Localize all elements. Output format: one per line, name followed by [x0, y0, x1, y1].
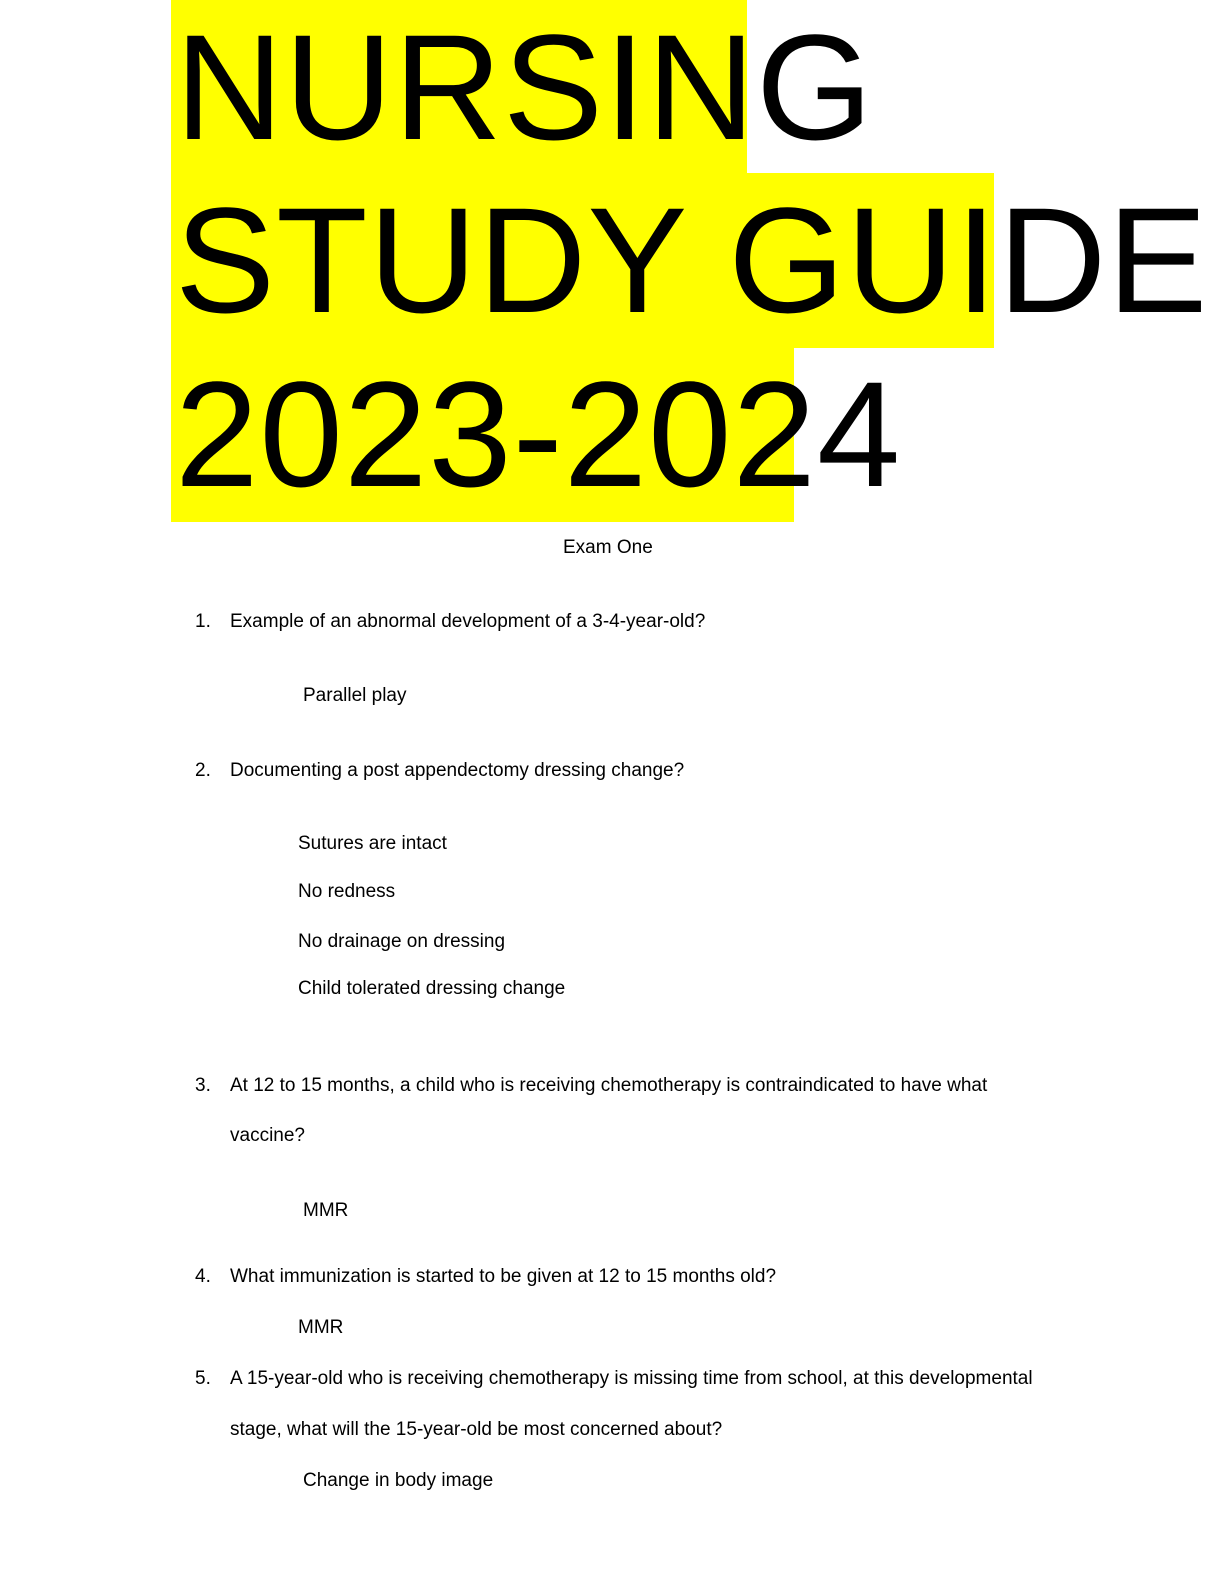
answer-text: Child tolerated dressing change: [298, 978, 566, 999]
question-number: 5.: [195, 1368, 211, 1389]
question-number: 4.: [195, 1266, 211, 1287]
question-text: A 15-year-old who is receiving chemotherapy is missing time from school, at this developmental: [230, 1368, 1033, 1389]
answer-text: No drainage on dressing: [298, 931, 506, 952]
question-text: stage, what will the 15-year-old be most concerned about?: [230, 1419, 723, 1440]
answer-text: MMR: [303, 1200, 349, 1221]
question-text: vaccine?: [230, 1125, 305, 1146]
question-number: 1.: [195, 611, 211, 632]
answer-text: Change in body image: [303, 1470, 494, 1491]
answer-text: No redness: [298, 881, 396, 902]
question-text: At 12 to 15 months, a child who is receiving chemotherapy is contraindicated to have what: [230, 1075, 988, 1096]
title-line-2: STUDY GUIDE: [171, 173, 994, 348]
title-line-3: 2023-2024: [171, 347, 794, 522]
title-line-1: NURSING: [171, 0, 747, 175]
answer-text: Sutures are intact: [298, 833, 447, 854]
question-text: Documenting a post appendectomy dressing change?: [230, 760, 685, 781]
answer-text: Parallel play: [303, 685, 407, 706]
question-number: 2.: [195, 760, 211, 781]
question-text: What immunization is started to be given at 12 to 15 months old?: [230, 1266, 777, 1287]
question-text: Example of an abnormal development of a 3-4-year-old?: [230, 611, 706, 632]
question-number: 3.: [195, 1075, 211, 1096]
answer-text: MMR: [298, 1317, 344, 1338]
subtitle: Exam One: [563, 537, 653, 558]
